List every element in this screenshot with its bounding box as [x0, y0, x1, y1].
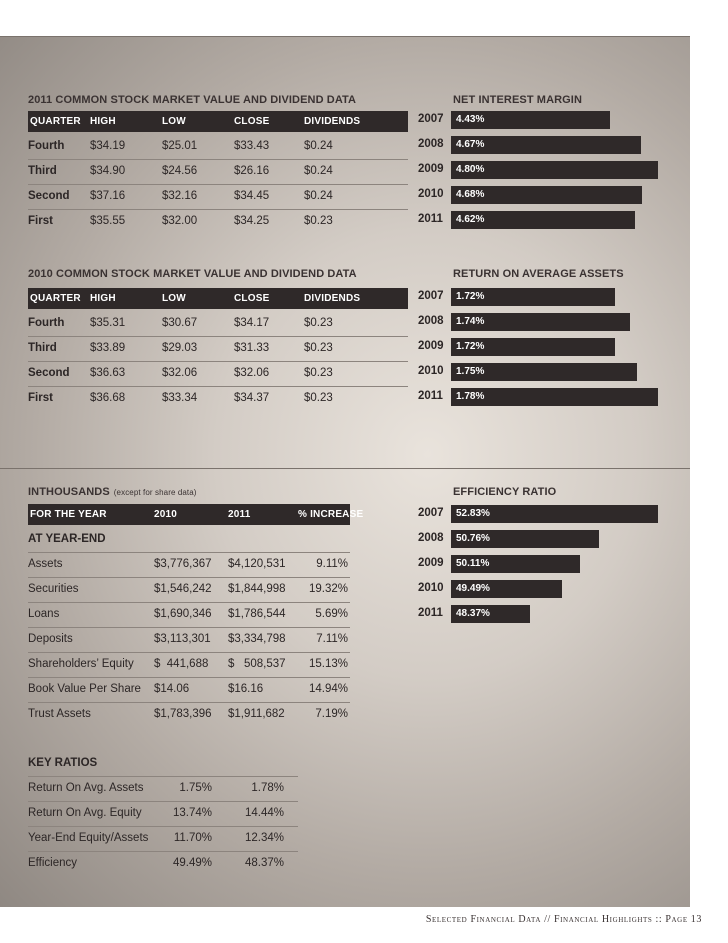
header-close: CLOSE [234, 116, 270, 127]
chart-title-efficiency-ratio: EFFICIENCY RATIO [453, 486, 557, 498]
chart-category-label: 2008 [418, 532, 444, 544]
table-row: Third $34.90 $24.56 $26.16 $0.24 [28, 159, 408, 185]
table-row: Return On Avg. Equity 13.74% 14.44% [28, 801, 298, 827]
chart-bar-row [418, 555, 668, 573]
stock-2010-title: 2010 COMMON STOCK MARKET VALUE AND DIVIDEND DATA [28, 268, 357, 280]
header-high: HIGH [90, 116, 116, 127]
chart-bar-row [418, 363, 668, 381]
table-row: Efficiency 49.49% 48.37% [28, 857, 284, 869]
header-pct-increase: % INCREASE [298, 509, 364, 520]
divider [0, 468, 690, 469]
chart-bar-row [418, 313, 668, 331]
table-row: Shareholders’ Equity $ 441,688 $ 508,537 15.13% [28, 652, 350, 678]
chart-value-label: 48.37% [456, 608, 490, 619]
chart-value-label: 4.80% [456, 164, 485, 175]
at-year-end-label: AT YEAR-END [28, 533, 106, 545]
table-row: Trust Assets $1,783,396 $1,911,682 7.19% [28, 708, 348, 720]
table-row: Third $33.89 $29.03 $31.33 $0.23 [28, 336, 408, 362]
chart-value-label: 50.11% [456, 558, 490, 569]
chart-category-label: 2008 [418, 138, 444, 150]
table-row: Return On Avg. Assets 1.75% 1.78% [28, 776, 298, 802]
thousands-title [28, 486, 197, 498]
key-ratios-title: KEY RATIOS [28, 757, 98, 769]
chart-bar-row [418, 388, 668, 406]
header-dividends: DIVIDENDS [304, 293, 361, 304]
stock-2010-header [28, 288, 408, 309]
chart-value-label: 1.75% [456, 366, 485, 377]
chart-value-label: 49.49% [456, 583, 490, 594]
chart-bar-row [418, 338, 668, 356]
divider [0, 36, 690, 37]
table-row: Loans $1,690,346 $1,786,544 5.69% [28, 602, 350, 628]
table-row: Fourth $34.19 $25.01 $33.43 $0.24 [28, 134, 408, 160]
table-row: Fourth $35.31 $30.67 $34.17 $0.23 [28, 311, 408, 337]
stock-2011-title: 2011 COMMON STOCK MARKET VALUE AND DIVIDEND DATA [28, 94, 357, 106]
chart-value-label: 4.43% [456, 114, 485, 125]
chart-value-label: 4.67% [456, 139, 485, 150]
chart-title-net-interest-margin: NET INTEREST MARGIN [453, 94, 583, 106]
chart-bar-row [418, 136, 668, 154]
chart-value-label: 52.83% [456, 508, 490, 519]
chart-bar-row [418, 505, 668, 523]
table-row: Year-End Equity/Assets 11.70% 12.34% [28, 826, 298, 852]
chart-value-label: 4.68% [456, 189, 485, 200]
header-high: HIGH [90, 293, 116, 304]
chart-category-label: 2010 [418, 188, 444, 200]
table-subhead [28, 527, 350, 553]
page-footer: Selected Financial Data // Financial Highlights :: Page 13 [425, 914, 702, 925]
chart-title-return-on-average-assets: RETURN ON AVERAGE ASSETS [453, 268, 624, 280]
chart-category-label: 2010 [418, 365, 444, 377]
table-row: Securities $1,546,242 $1,844,998 19.32% [28, 577, 350, 603]
header-low: LOW [162, 116, 186, 127]
chart-bar-row [418, 186, 668, 204]
thousands-note: (except for share data) [113, 488, 197, 497]
chart-category-label: 2009 [418, 557, 444, 569]
key-ratios-heading [28, 751, 298, 777]
chart-value-label: 1.72% [456, 341, 485, 352]
chart-category-label: 2011 [418, 390, 443, 402]
chart-category-label: 2008 [418, 315, 444, 327]
header-close: CLOSE [234, 293, 270, 304]
table-row: Deposits $3,113,301 $3,334,798 7.11% [28, 627, 350, 653]
table-row: Second $36.63 $32.06 $32.06 $0.23 [28, 361, 408, 387]
table-row: First $36.68 $33.34 $34.37 $0.23 [28, 392, 333, 404]
header-2011: 2011 [228, 509, 251, 520]
header-quarter: QUARTER [30, 293, 81, 304]
stock-2011-header [28, 111, 408, 132]
thousands-header [28, 504, 364, 525]
table-row: Assets $3,776,367 $4,120,531 9.11% [28, 552, 350, 578]
chart-category-label: 2010 [418, 582, 444, 594]
chart-value-label: 1.72% [456, 291, 485, 302]
chart-category-label: 2009 [418, 340, 444, 352]
chart-value-label: 1.74% [456, 316, 485, 327]
table-row: Book Value Per Share $14.06 $16.16 14.94% [28, 677, 350, 703]
chart-category-label: 2007 [418, 290, 444, 302]
table-row: First $35.55 $32.00 $34.25 $0.23 [28, 215, 333, 227]
chart-bar-row [418, 530, 668, 548]
chart-category-label: 2007 [418, 113, 444, 125]
table-row: Second $37.16 $32.16 $34.45 $0.24 [28, 184, 408, 210]
chart-category-label: 2009 [418, 163, 444, 175]
header-2010: 2010 [154, 509, 178, 520]
header-quarter: QUARTER [30, 116, 81, 127]
header-dividends: DIVIDENDS [304, 116, 361, 127]
chart-bar-row [418, 288, 668, 306]
chart-bar-row [418, 111, 668, 129]
chart-value-label: 4.62% [456, 214, 485, 225]
chart-bar-row [418, 211, 668, 229]
header-for-the-year: FOR THE YEAR [30, 509, 107, 520]
chart-value-label: 50.76% [456, 533, 490, 544]
chart-bar-row [418, 580, 668, 598]
chart-category-label: 2007 [418, 507, 444, 519]
chart-value-label: 1.78% [456, 391, 485, 402]
header-low: LOW [162, 293, 186, 304]
chart-category-label: 2011 [418, 213, 443, 225]
chart-bar-row [418, 605, 668, 623]
chart-category-label: 2011 [418, 607, 443, 619]
thousands-title-text: INTHOUSANDS [28, 486, 110, 498]
chart-bar-row [418, 161, 668, 179]
